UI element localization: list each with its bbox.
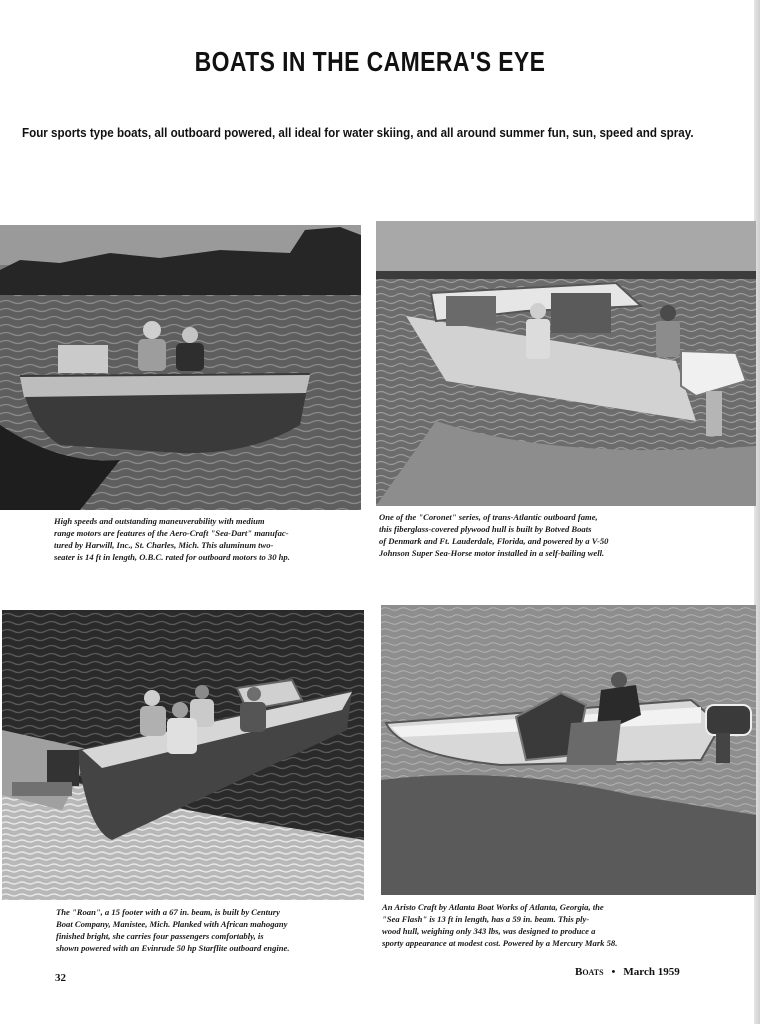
caption-line: "Sea Flash" is 13 ft in length, has a 59 in. beam. This ply- <box>382 914 590 924</box>
issue-date: March 1959 <box>623 966 680 978</box>
caption-line: An Aristo Craft by Atlanta Boat Works of Atlanta, Georgia, the <box>382 902 604 912</box>
photo-sea-dart <box>0 225 361 510</box>
caption-line: The "Roan", a 15 footer with a 67 in. beam, is built by Century <box>56 907 280 917</box>
caption-coronet <box>379 511 691 559</box>
photo-coronet <box>376 221 756 506</box>
caption-line: this fiberglass-covered plywood hull is built by Botved Boats <box>379 524 592 534</box>
caption-line: of Denmark and Ft. Lauderdale, Florida, and powered by a V-50 <box>379 536 609 546</box>
caption-line: Johnson Super Sea-Horse motor installed in a self-bailing well. <box>379 548 605 558</box>
caption-roan <box>56 906 366 954</box>
caption-line: High speeds and outstanding maneuverability with medium <box>54 516 265 526</box>
footer-bullet: • <box>611 966 616 978</box>
caption-line: tured by Harwill, Inc., St. Charles, Mich. This aluminum two- <box>54 540 274 550</box>
page-number: 32 <box>55 972 66 984</box>
caption-line: seater is 14 ft in length, O.B.C. rated for outboard motors to 30 hp. <box>54 552 290 562</box>
caption-line: sporty appearance at modest cost. Powered by a Mercury Mark 58. <box>382 938 618 948</box>
caption-sea-dart <box>54 515 362 563</box>
caption-line: wood hull, weighing only 343 lbs, was designed to produce a <box>382 926 596 936</box>
page-title: BOATS IN THE CAMERA'S EYE <box>194 46 546 77</box>
caption-line: shown powered with an Evinrude 50 hp Starflite outboard engine. <box>56 943 290 953</box>
photo-sea-flash <box>381 605 756 895</box>
caption-line: Boat Company, Manistee, Mich. Planked with African mahogany <box>56 919 288 929</box>
magazine-name: Boats <box>575 966 604 978</box>
caption-sea-flash <box>382 901 694 949</box>
running-footer <box>575 966 680 978</box>
caption-line: One of the "Coronet" series, of trans-Atlantic outboard fame, <box>379 512 598 522</box>
caption-line: finished bright, she carries four passengers comfortably, is <box>56 931 264 941</box>
photo-roan <box>2 610 364 900</box>
page-subtitle: Four sports type boats, all outboard powered, all ideal for water skiing, and all around summer fun, sun, speed and spray. <box>22 126 694 140</box>
caption-line: range motors are features of the Aero-Craft "Sea-Dart" manufac- <box>54 528 289 538</box>
